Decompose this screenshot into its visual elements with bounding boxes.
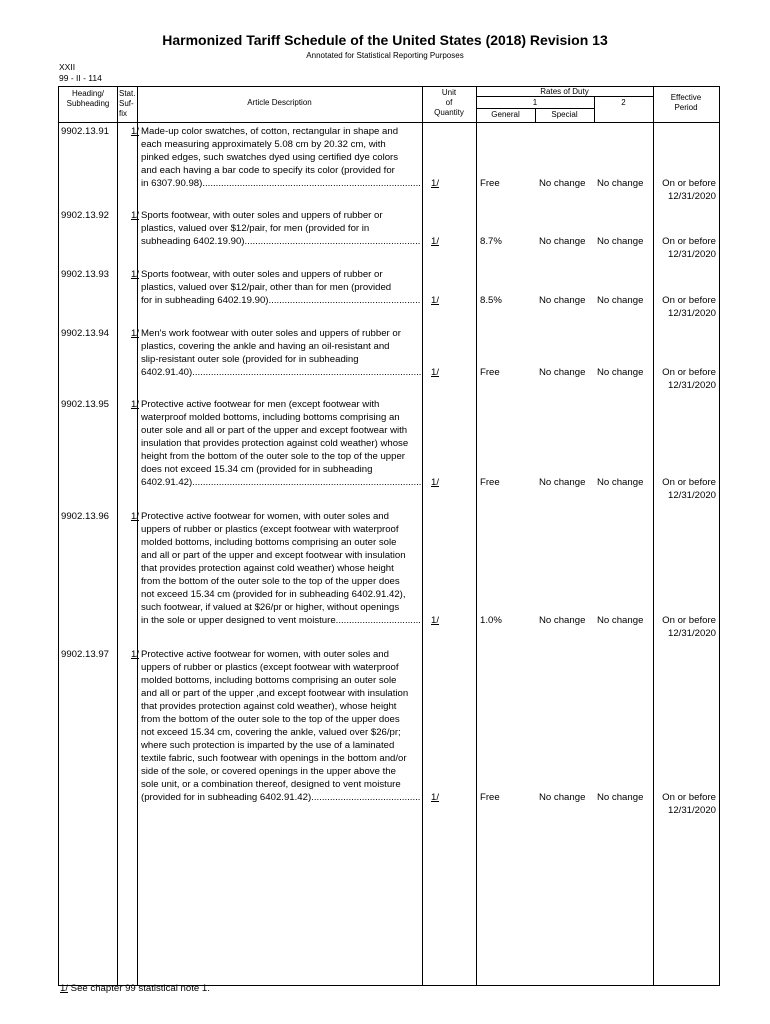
description-text: plastics, covering the ankle and having an oil-resistant and [141,341,390,352]
heading-code: 9902.13.94 [61,328,110,339]
description-text: textile fabric, such footwear with openings in the bottom and/or [141,753,407,764]
general-rate: Free [480,367,500,378]
description-line [141,209,421,222]
description-text: from the bottom of the outer sole to the top of the upper does [141,576,400,587]
stat-suffix: 1/ [130,269,139,280]
description-text: not exceed 15.34 cm, covering the ankle, valued over $26/pr; [141,727,401,738]
rates-column-2-header: 2 [621,98,626,107]
effective-period [656,235,716,261]
description-line [141,366,421,379]
article-description [141,125,421,190]
description-text: waterproof molded bottoms, including bottoms comprising an [141,412,400,423]
description-line [141,424,421,437]
description-text: Protective active footwear for men (except footwear with [141,399,380,410]
special-rate: No change [539,178,586,189]
description-line [141,575,421,588]
description-text: side of the sole, or covered openings in the upper above the [141,766,396,777]
footnote [60,983,210,994]
stat-suffix-header [117,89,139,119]
description-text: from the bottom of the outer sole to the top of the upper does [141,714,400,725]
stat-suffix: 1/ [130,328,139,339]
article-description-header: Article Description [247,98,312,107]
effective-date: 12/31/2020 [667,805,716,816]
description-text: that provides protection against cold weather), whose height [141,701,397,712]
description-text: each measuring approximately 5.08 cm by 20.32 cm, with [141,139,386,150]
description-line [141,138,421,151]
column-2-rate: No change [597,792,644,803]
description-line [141,125,421,138]
effective-date: 12/31/2020 [667,308,716,319]
heading-header-line: Heading/ [71,89,105,98]
description-line [141,765,421,778]
col-divider [422,87,423,985]
description-line [141,340,421,353]
description-text: plastics, valued over $12/pair, other than for men (provided [141,282,392,293]
description-line [141,674,421,687]
stat-header-line: fix [119,109,127,118]
page-title: Harmonized Tariff Schedule of the United States (2018) Revision 13 [162,32,608,48]
stat-suffix: 1/ [130,399,139,410]
effective-period [656,791,716,817]
heading-header [59,89,117,109]
col-divider [117,87,118,985]
description-text: such footwear, if valued at $26/pr or higher, without openings [141,602,400,613]
effective-header-line: Effective [670,93,702,102]
description-line [141,523,421,536]
description-line [141,222,421,235]
heading-code: 9902.13.95 [61,399,110,410]
description-text: Sports footwear, with outer soles and uppers of rubber or [141,210,383,221]
column-2-rate: No change [597,367,644,378]
description-line [141,549,421,562]
effective-date: 12/31/2020 [667,490,716,501]
description-text: subheading 6402.19.90) [141,236,245,247]
description-text: uppers of rubber or plastics (except footwear with waterproof [141,662,399,673]
description-line [141,588,421,601]
section-ref [59,62,102,84]
heading-code: 9902.13.92 [61,210,110,221]
heading-code: 9902.13.96 [61,511,110,522]
special-rate: No change [539,615,586,626]
general-rate: Free [480,792,500,803]
description-text: outer sole and all or part of the upper and except footwear with [141,425,408,436]
column-2-rate: No change [597,295,644,306]
description-text: where such protection is imparted by the use of a laminated [141,740,395,751]
description-line [141,687,421,700]
stat-suffix: 1/ [130,126,139,137]
description-line [141,700,421,713]
description-text: and all or part of the upper and except footwear with insulation [141,550,406,561]
description-text: (provided for in subheading 6402.91.42) [141,792,312,803]
article-description [141,268,421,307]
description-text: slip-resistant outer sole (provided for in subheading [141,354,359,365]
general-rate: Free [480,178,500,189]
page-reference: 99 - II - 114 [59,73,102,83]
unit-of-quantity: 1/ [431,477,440,488]
special-rate: No change [539,792,586,803]
description-text: insulation that provides protection against cold weather) whose [141,438,409,449]
article-description [141,398,421,489]
effective-period-header [653,93,719,113]
description-text: Made-up color swatches, of cotton, rectangular in shape and [141,126,399,137]
section-number: XXII [59,62,76,72]
effective-line: On or before [662,615,716,626]
description-text: pinked edges, such swatches dyed using certified dye colors [141,152,399,163]
description-line [141,437,421,450]
effective-date: 12/31/2020 [667,380,716,391]
general-rate: 8.5% [480,295,502,306]
description-line [141,294,421,307]
description-text: Men's work footwear with outer soles and uppers of rubber or [141,328,401,339]
effective-line: On or before [662,367,716,378]
unit-of-quantity: 1/ [431,178,440,189]
rates-column-1-header: 1 [532,98,538,107]
description-text: 6402.91.40) [141,367,193,378]
effective-date: 12/31/2020 [667,249,716,260]
effective-line: On or before [662,295,716,306]
description-text: and all or part of the upper ,and except footwear with insulation [141,688,409,699]
description-text: height from the bottom of the outer sole to the top of the upper [141,451,405,462]
general-rate: Free [480,477,500,488]
description-text: 6402.91.42) [141,477,193,488]
footnote-mark: 1/ [60,983,69,994]
heading-code: 9902.13.93 [61,269,110,280]
stat-suffix: 1/ [130,511,139,522]
description-text: does not exceed 15.34 cm (provided for in subheading [141,464,373,475]
unit-of-quantity: 1/ [431,295,440,306]
page-subtitle: Annotated for Statistical Reporting Purposes [306,51,464,60]
description-line [141,177,421,190]
description-text: that provides protection against cold weather) whose height [141,563,394,574]
unit-of-quantity: 1/ [431,367,440,378]
unit-header-line: of [445,98,453,107]
heading-header-line: Subheading [66,99,110,108]
effective-header-line: Period [674,103,698,112]
unit-of-quantity: 1/ [431,236,440,247]
description-line [141,450,421,463]
description-line [141,164,421,177]
effective-date: 12/31/2020 [667,628,716,639]
description-text: molded bottoms, including bottoms comprising an outer sole [141,537,397,548]
description-text: Protective active footwear for women, with outer soles and [141,649,389,660]
rates-of-duty-header: Rates of Duty [540,87,589,96]
effective-date: 12/31/2020 [667,191,716,202]
col-divider [476,87,477,985]
unit-of-quantity: 1/ [431,792,440,803]
article-description [141,209,421,248]
column-2-rate: No change [597,477,644,488]
description-line [141,281,421,294]
description-line [141,752,421,765]
general-header: General [491,110,520,119]
effective-line: On or before [662,792,716,803]
general-rate: 8.7% [480,236,502,247]
description-line [141,601,421,614]
description-line [141,791,421,804]
description-text: sole unit, or a combination thereof, designed to vent moisture [141,779,401,790]
unit-of-quantity: 1/ [431,615,440,626]
article-description [141,510,421,627]
column-2-rate: No change [597,236,644,247]
heading-code: 9902.13.91 [61,126,110,137]
description-line [141,398,421,411]
description-line [141,463,421,476]
effective-period [656,366,716,392]
unit-header-line: Unit [441,88,457,97]
description-line [141,562,421,575]
col-divider [653,87,654,985]
effective-period [656,177,716,203]
description-line [141,327,421,340]
description-line [141,614,421,627]
description-text: uppers of rubber or plastics (except footwear with waterproof [141,524,399,535]
description-text: molded bottoms, including bottoms comprising an outer sole [141,675,397,686]
effective-period [656,294,716,320]
effective-period [656,614,716,640]
special-rate: No change [539,477,586,488]
description-line [141,411,421,424]
description-line [141,235,421,248]
description-line [141,353,421,366]
description-line [141,510,421,523]
description-line [141,476,421,489]
description-line [141,661,421,674]
special-rate: No change [539,367,586,378]
stat-header-line: Stat. [119,89,136,98]
column-2-rate: No change [597,615,644,626]
description-text: Sports footwear, with outer soles and uppers of rubber or [141,269,383,280]
footnote-text: See chapter 99 statistical note 1. [68,983,210,994]
description-line [141,726,421,739]
description-line [141,739,421,752]
description-line [141,536,421,549]
description-line [141,713,421,726]
article-description [141,327,421,379]
special-rate: No change [539,236,586,247]
description-line [141,268,421,281]
description-line [141,648,421,661]
column-2-rate: No change [597,178,644,189]
stat-suffix: 1/ [130,649,139,660]
effective-line: On or before [662,477,716,488]
unit-header-line: Quantity [434,108,464,117]
stat-suffix: 1/ [130,210,139,221]
special-rate: No change [539,295,586,306]
effective-line: On or before [662,236,716,247]
description-text: and each having a bar code to specify its color (provided for [141,165,395,176]
effective-period [656,476,716,502]
description-line [141,151,421,164]
description-text: in the sole or upper designed to vent moisture [141,615,336,626]
description-text: Protective active footwear for women, with outer soles and [141,511,389,522]
stat-header-line: Suf- [119,99,134,108]
special-header: Special [551,110,578,119]
heading-code: 9902.13.97 [61,649,110,660]
general-rate: 1.0% [480,615,502,626]
header-rule [59,122,719,123]
description-text: not exceed 15.34 cm (provided for in subheading 6402.91.42), [141,589,406,600]
tariff-table [58,86,720,986]
description-line [141,778,421,791]
article-description [141,648,421,804]
description-text: in 6307.90.98) [141,178,203,189]
unit-header [422,88,476,118]
description-text: plastics, valued over $12/pair, for men (provided for in [141,223,370,234]
effective-line: On or before [662,178,716,189]
description-text: for in subheading 6402.19.90) [141,295,269,306]
